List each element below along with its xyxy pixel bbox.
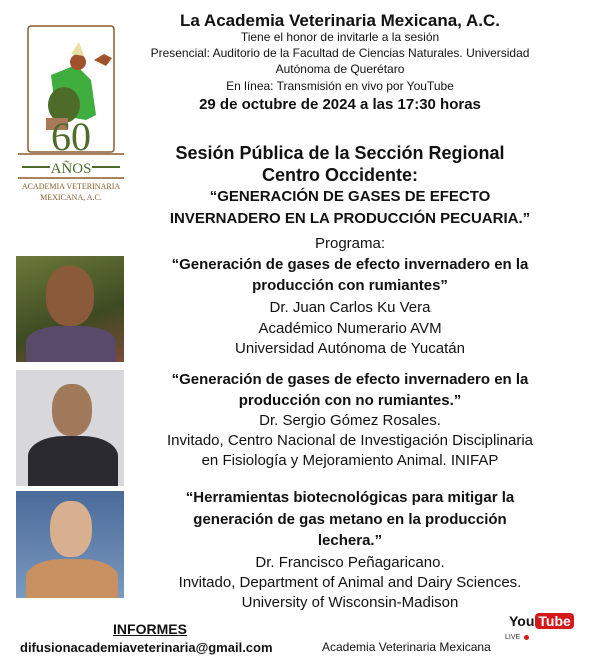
youtube-you-text: You — [509, 613, 535, 629]
talk-3-affil-1: Invitado, Department of Animal and Dairy Sciences. — [178, 574, 522, 591]
svg-text:MEXICANA, A.C.: MEXICANA, A.C. — [40, 193, 102, 202]
svg-text:AÑOS: AÑOS — [50, 161, 92, 177]
online-text: En línea: Transmisión en vivo por YouTube — [226, 79, 454, 93]
org-title: La Academia Veterinaria Mexicana, A.C. — [180, 11, 500, 30]
topic-line-1: “GENERACIÓN DE GASES DE EFECTO — [209, 188, 491, 205]
talk-3-affil-2: University of Wisconsin-Madison — [241, 594, 459, 611]
live-dot-icon — [524, 635, 529, 640]
speaker-photo-gomez-rosales — [16, 370, 124, 486]
event-date: 29 de octubre de 2024 a las 17:30 horas — [199, 96, 481, 113]
svg-text:ACADEMIA VETERINARIA: ACADEMIA VETERINARIA — [21, 182, 121, 191]
venue-line-2: Autónoma de Querétaro — [275, 62, 405, 76]
live-text: LIVE — [505, 634, 521, 641]
youtube-logo[interactable] — [509, 613, 574, 629]
talk-3-title-2: generación de gas metano en la producción — [193, 511, 507, 528]
session-title-2: Centro Occidente: — [261, 165, 419, 185]
session-title-1: Sesión Pública de la Sección Regional — [175, 143, 505, 163]
talk-3-title-3: lechera.” — [317, 532, 383, 549]
talk-1-affil-2: Universidad Autónoma de Yucatán — [235, 340, 465, 357]
svg-text:60: 60 — [51, 114, 91, 159]
academy-logo — [16, 20, 126, 210]
contact-email[interactable]: difusionacademiaveterinaria@gmail.com — [20, 640, 273, 655]
talk-1-speaker: Dr. Juan Carlos Ku Vera — [269, 299, 431, 316]
talk-2-affil-2: en Fisiología y Mejoramiento Animal. INIFAP — [201, 452, 499, 469]
invite-text: Tiene el honor de invitarle a la sesión — [240, 30, 440, 44]
topic-line-2: INVERNADERO EN LA PRODUCCIÓN PECUARIA.” — [169, 210, 531, 227]
live-indicator — [505, 634, 529, 641]
venue-line-1: Presencial: Auditorio de la Facultad de Ciencias Naturales. Universidad — [150, 46, 530, 60]
speaker-photo-penagaricano — [16, 491, 124, 598]
youtube-tube-text: Tube — [535, 613, 573, 629]
talk-1-title-2: producción con rumiantes” — [252, 277, 448, 294]
talk-2-title-2: producción con no rumiantes.” — [238, 392, 462, 409]
talk-3-speaker: Dr. Francisco Peñagaricano. — [255, 554, 445, 571]
talk-1-affil-1: Académico Numerario AVM — [258, 320, 442, 337]
program-label: Programa: — [314, 235, 386, 252]
informes-heading: INFORMES — [113, 621, 187, 637]
talk-2-speaker: Dr. Sergio Gómez Rosales. — [259, 412, 441, 429]
youtube-channel-name[interactable]: Academia Veterinaria Mexicana — [322, 640, 491, 654]
talk-2-affil-1: Invitado, Centro Nacional de Investigación Disciplinaria — [166, 432, 534, 449]
talk-1-title-1: “Generación de gases de efecto invernadero en la — [171, 256, 529, 273]
talk-2-title-1: “Generación de gases de efecto invernadero en la — [171, 371, 529, 388]
talk-3-title-1: “Herramientas biotecnológicas para mitigar la — [185, 489, 515, 506]
speaker-photo-ku-vera — [16, 256, 124, 362]
